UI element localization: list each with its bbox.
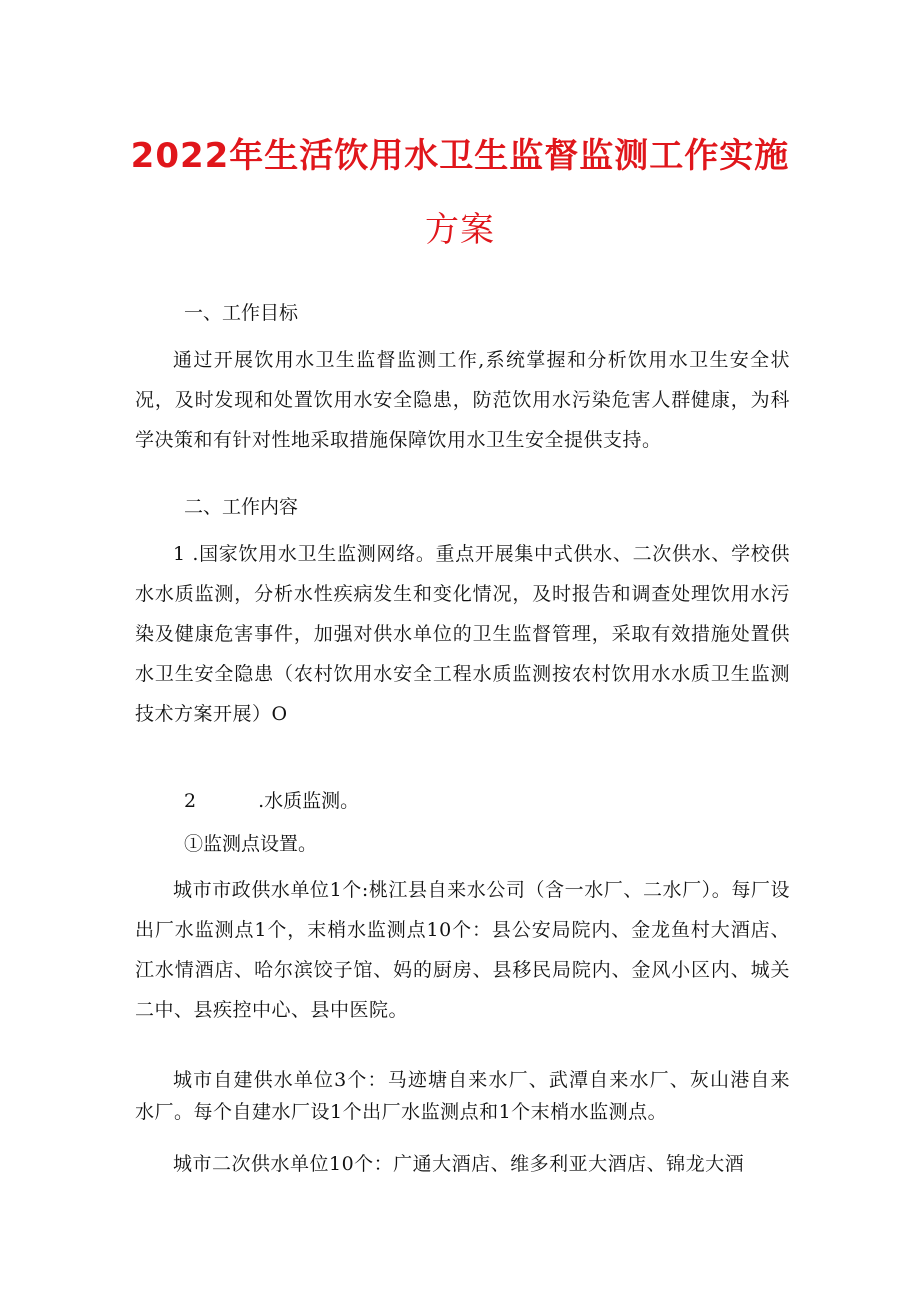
section-heading-goals: 一、工作目标: [184, 302, 299, 324]
sub-heading-monitoring-points: ①监测点设置。: [184, 833, 318, 855]
section-heading-content: 二、工作内容: [184, 496, 299, 518]
document-title-line2: 方案: [425, 210, 495, 250]
document-title-line1: 2022年生活饮用水卫生监督监测工作实施: [130, 136, 790, 176]
paragraph-goals: 通过开展饮用水卫生监督监测工作,系统掌握和分析饮用水卫生安全状况，及时发现和处置饮用水安全隐患，防范饮用水污染危害人群健康，为科学决策和有针对性地采取措施保障饮用水卫生安全提供支持。: [135, 349, 790, 451]
item-2-number: 2: [184, 790, 197, 812]
item-2-text: .水质监测。: [258, 790, 360, 812]
paragraph-item-1: 1 .国家饮用水卫生监测网络。重点开展集中式供水、二次供水、学校供水水质监测，分析水性疾病发生和变化情况，及时报告和调查处理饮用水污染及健康危害事件，加强对供水单位的卫生监督管理，采取有效措施处置供水卫生安全隐患（农村饮用水安全工程水质监测按农村饮用水水质卫生监测技术方案开展）O: [135, 543, 790, 725]
paragraph-city-municipal-supply: 城市市政供水单位1个:桃江县自来水公司（含一水厂、二水厂）。每厂设出厂水监测点1个，末梢水监测点10个：县公安局院内、金龙鱼村大酒店、江水情酒店、哈尔滨饺子馆、妈的厨房、县移民局院内、金风小区内、城关二中、县疾控中心、县中医院。: [135, 879, 790, 1021]
item-2-heading: [184, 786, 359, 816]
paragraph-city-self-supply: 城市自建供水单位3个：马迹塘自来水厂、武潭自来水厂、灰山港自来水厂。每个自建水厂设1个出厂水监测点和1个末梢水监测点。: [135, 1069, 790, 1123]
paragraph-city-secondary-supply: 城市二次供水单位10个：广通大酒店、维多利亚大酒店、锦龙大酒: [173, 1153, 745, 1175]
